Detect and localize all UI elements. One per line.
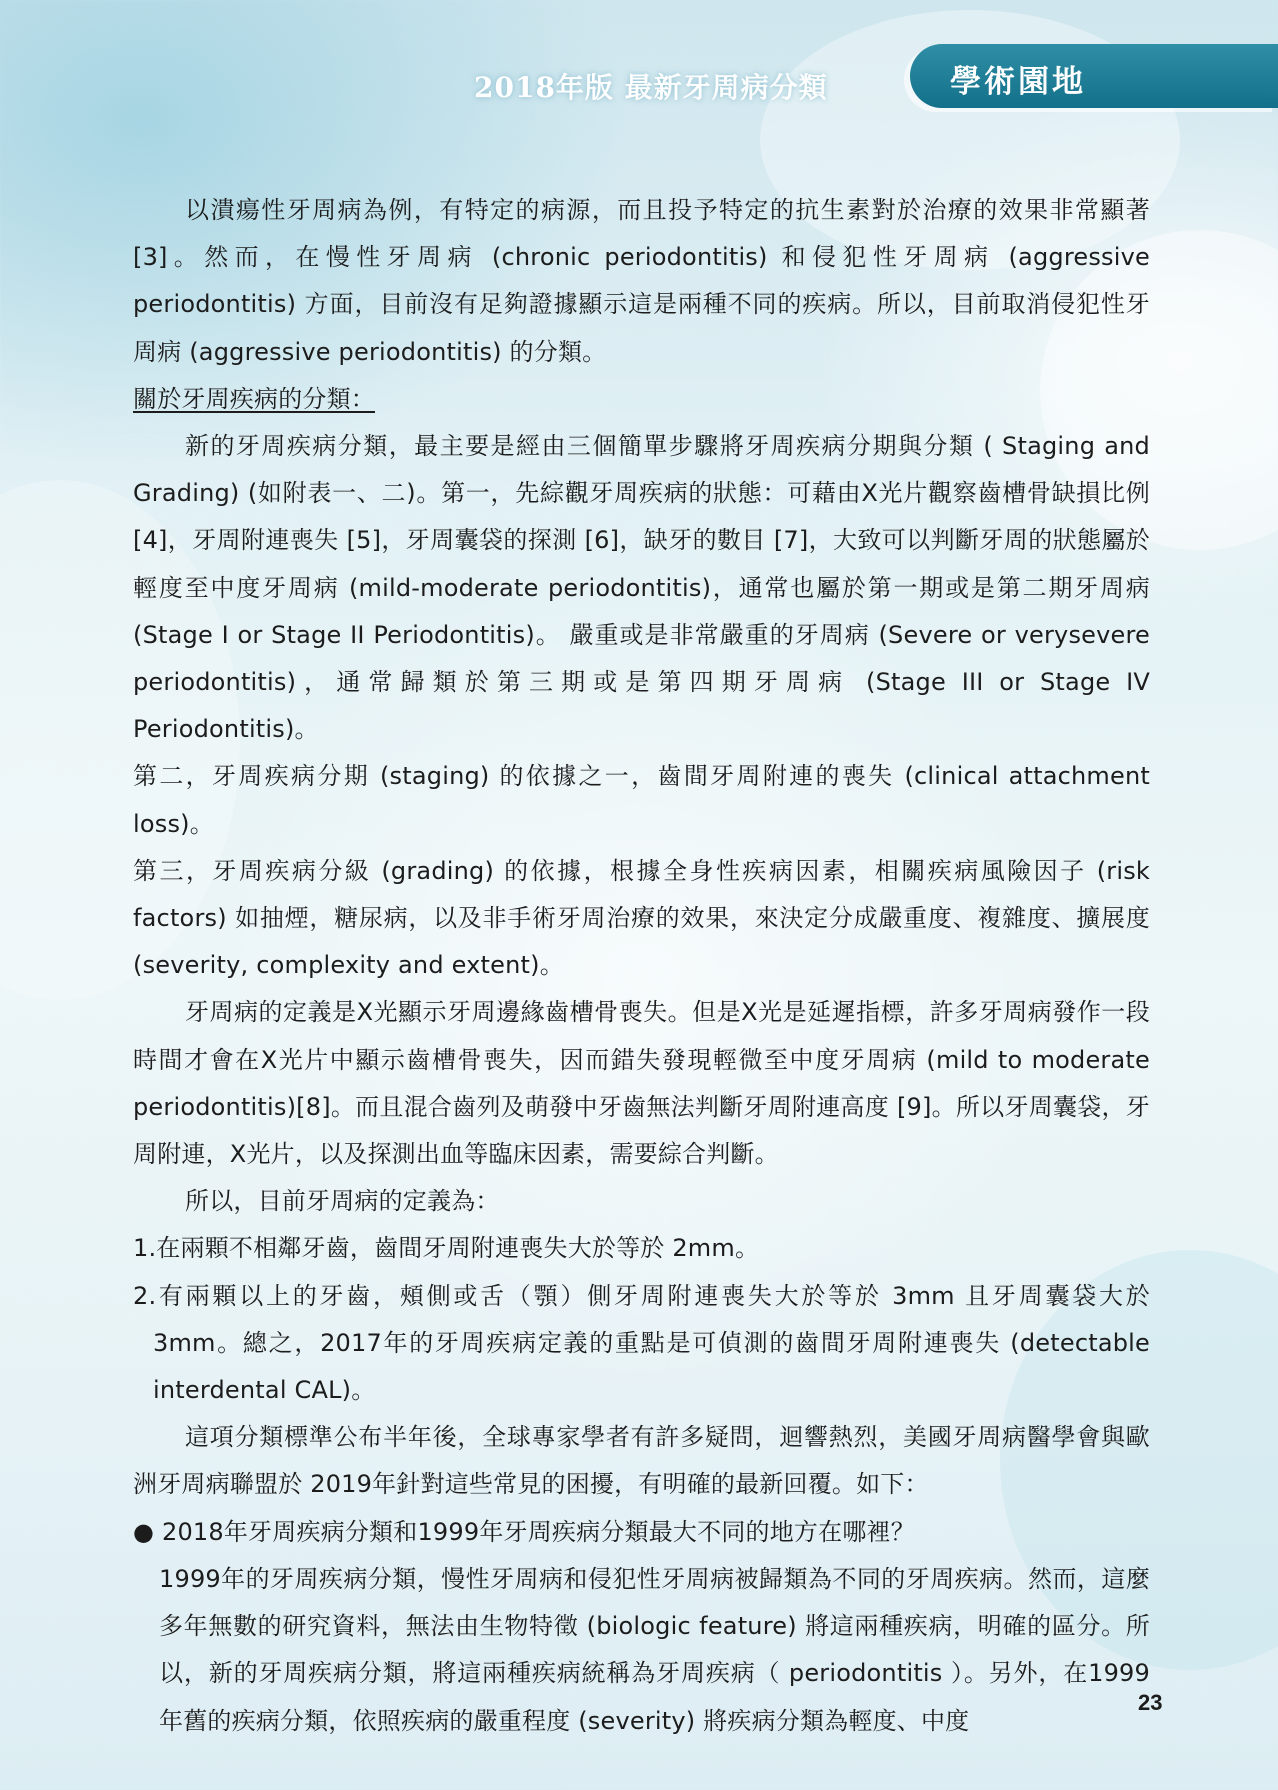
paragraph-response: 這項分類標準公布半年後，全球專家學者有許多疑問，迴響熱烈，美國牙周病醫學會與歐洲牙周病聯盟於 2019年針對這些常見的困擾，有明確的最新回覆。如下： bbox=[133, 1423, 1150, 1499]
paragraph-definition: 牙周病的定義是X光顯示牙周邊緣齒槽骨喪失。但是X光是延遲指標，許多牙周病發作一段時間才會在X光片中顯示齒槽骨喪失，因而錯失發現輕微至中度牙周病 (mild to moderate periodontitis)[8]。而且混合齒列及萌發中牙齒無法判斷牙周附連高度 [9]。所以牙周囊袋，牙周附連，X光片，以及探測出血等臨床因素，需要綜合判斷。 bbox=[133, 998, 1150, 1169]
list-item: 2.有兩顆以上的牙齒，頰側或舌（顎）側牙周附連喪失大於等於 3mm 且牙周囊袋大於 3mm。總之，2017年的牙周疾病定義的重點是可偵測的齒間牙周附連喪失 (detectable interdental CAL)。 bbox=[133, 1281, 1150, 1405]
running-title: 2018年版 最新牙周病分類 bbox=[474, 71, 828, 104]
paragraph-staging-grading: 新的牙周疾病分類，最主要是經由三個簡單步驟將牙周疾病分期與分類 ( Staging and Grading) (如附表一、二)。第一，先綜觀牙周疾病的狀態：可藉由X光片觀察齒槽骨缺損比例 [4]，牙周附連喪失 [5]，牙周囊袋的探測 [6]，缺牙的數目 [7]，大致可以判斷牙周的狀態屬於輕度至中度牙周病 (mild-moderate periodontitis)，通常也屬於第一期或是第二期牙周病 (Stage I or Stage II Periodontitis)。 嚴重或是非常嚴重的牙周病 (Severe or verysevere periodontitis)，通常歸類於第三期或是第四期牙周病 (Stage III or Stage IV Periodontitis)。 bbox=[133, 432, 1150, 744]
paragraph-third: 第三，牙周疾病分級 (grading) 的依據，根據全身性疾病因素，相關疾病風險因子 (risk factors) 如抽煙，糖尿病，以及非手術牙周治療的效果，來決定分成嚴重度、複雜度、擴展度 (severity, complexity and extent)。 bbox=[133, 856, 1150, 980]
section-label: 學術園地 bbox=[950, 64, 1086, 100]
page-number: 23 bbox=[1138, 1690, 1163, 1715]
bullet-answer: 1999年的牙周疾病分類，慢性牙周病和侵犯性牙周病被歸類為不同的牙周疾病。然而，這麼多年無數的研究資料，無法由生物特徵 (biologic feature) 將這兩種疾病，明確的區分。所以，新的牙周疾病分類，將這兩種疾病統稱為牙周疾病（ periodontitis ）。另外，在1999年舊的疾病分類，依照疾病的嚴重程度 (severity) 將疾病分類為輕度、中度 bbox=[159, 1564, 1150, 1735]
section-tab bbox=[910, 44, 1278, 108]
bullet-question: ● 2018年牙周疾病分類和1999年牙周疾病分類最大不同的地方在哪裡？ bbox=[133, 1517, 915, 1546]
paragraph-ulcerative: 以潰瘍性牙周病為例，有特定的病源，而且投予特定的抗生素對於治療的效果非常顯著 [3]。然而，在慢性牙周病 (chronic periodontitis) 和侵犯性牙周病 (aggressive periodontitis) 方面，目前沒有足夠證據顯示這是兩種不同的疾病。所以，目前取消侵犯性牙周病 (aggressive periodontitis) 的分類。 bbox=[133, 196, 1150, 366]
list-item: 1.在兩顆不相鄰牙齒，齒間牙周附連喪失大於等於 2mm。 bbox=[133, 1234, 760, 1263]
section-heading: 關於牙周疾病的分類： bbox=[133, 384, 375, 413]
paragraph-second: 第二，牙周疾病分期 (staging) 的依據之一，齒間牙周附連的喪失 (clinical attachment loss)。 bbox=[133, 762, 1150, 838]
paragraph-current-definition: 所以，目前牙周病的定義為： bbox=[185, 1187, 500, 1216]
article-body bbox=[133, 187, 1150, 1745]
